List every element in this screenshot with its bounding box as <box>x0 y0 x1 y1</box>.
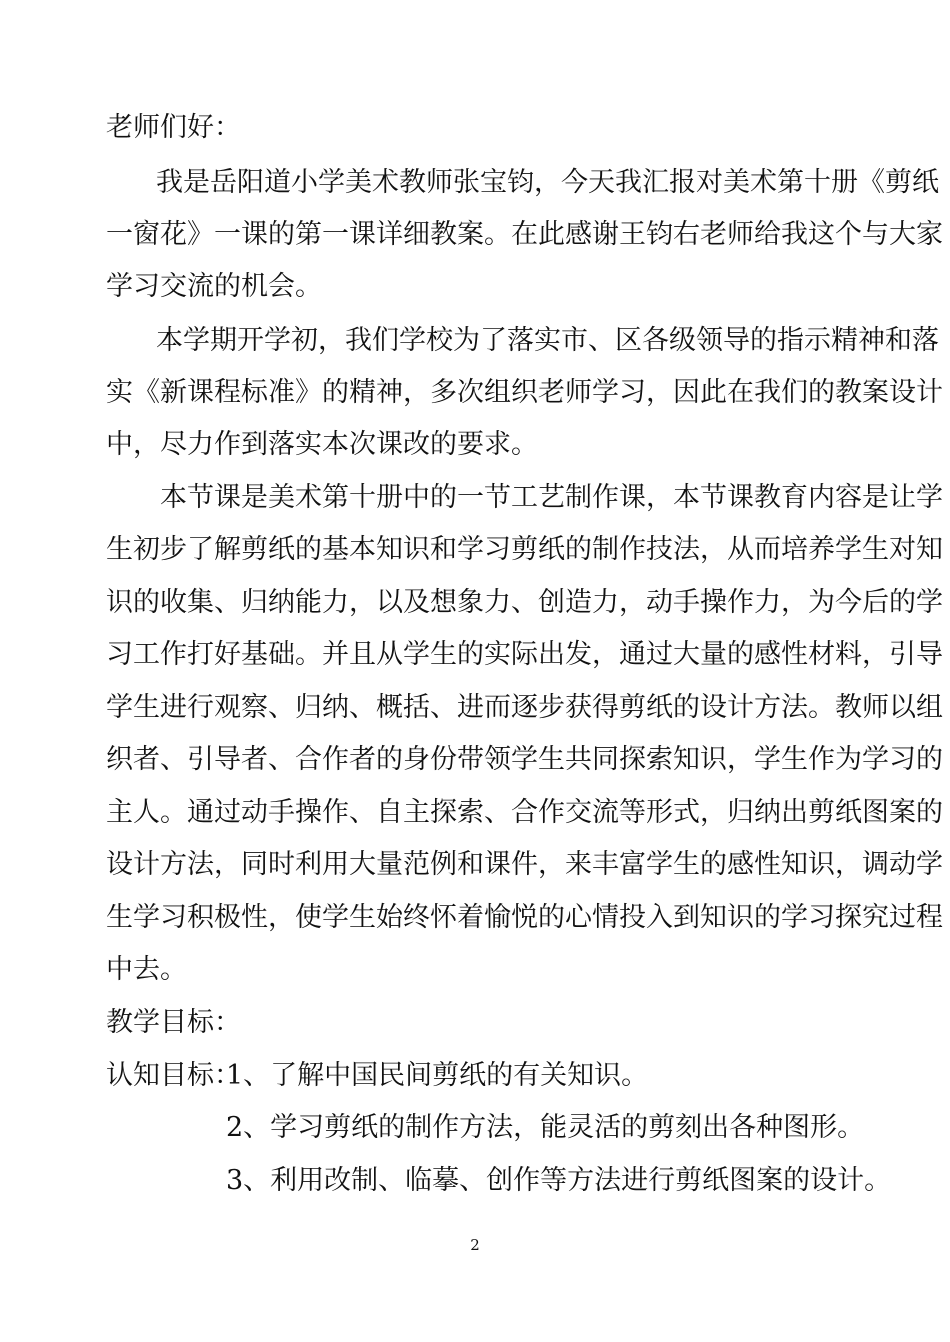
paragraph-2-line-1: 本学期开学初，我们学校为了落实市、区各级领导的指示精神和落 <box>156 325 939 356</box>
paragraph-1-line-3: 学习交流的机会。 <box>106 271 322 302</box>
greeting: 老师们好： <box>106 112 241 143</box>
goals-heading: 教学目标： <box>106 1007 241 1038</box>
paragraph-3-line-5: 学生进行观察、归纳、概括、进而逐步获得剪纸的设计方法。教师以组 <box>106 692 943 723</box>
paragraph-3-line-2: 生初步了解剪纸的基本知识和学习剪纸的制作技法，从而培养学生对知 <box>106 534 943 565</box>
paragraph-2-line-2: 实《新课程标准》的精神，多次组织老师学习，因此在我们的教案设计 <box>106 377 943 408</box>
paragraph-3-line-4: 习工作打好基础。并且从学生的实际出发，通过大量的感性材料，引导 <box>106 639 943 670</box>
paragraph-3-line-10: 中去。 <box>106 954 187 985</box>
paragraph-3-line-3: 识的收集、归纳能力，以及想象力、创造力，动手操作力，为今后的学 <box>106 587 943 618</box>
paragraph-3-line-7: 主人。通过动手操作、自主探索、合作交流等形式，归纳出剪纸图案的 <box>106 797 943 828</box>
paragraph-1-line-1: 我是岳阳道小学美术教师张宝钧，今天我汇报对美术第十册《剪纸 <box>156 167 939 198</box>
paragraph-3-line-8: 设计方法，同时利用大量范例和课件，来丰富学生的感性知识，调动学 <box>106 849 943 880</box>
page-number: 2 <box>470 1236 480 1254</box>
paragraph-3-line-1: 本节课是美术第十册中的一节工艺制作课，本节课教育内容是让学 <box>160 482 943 513</box>
cognitive-item-3: 3、利用改制、临摹、创作等方法进行剪纸图案的设计。 <box>226 1165 892 1196</box>
cognitive-item-2: 2、学习剪纸的制作方法，能灵活的剪刻出各种图形。 <box>226 1112 865 1143</box>
paragraph-2-line-3: 中，尽力作到落实本次课改的要求。 <box>106 429 538 460</box>
cognitive-label: 认知目标： <box>106 1060 241 1091</box>
paragraph-1-line-2: 一窗花》一课的第一课详细教案。在此感谢王钧右老师给我这个与大家 <box>106 219 943 250</box>
cognitive-item-1: 1、了解中国民间剪纸的有关知识。 <box>226 1060 649 1091</box>
paragraph-3-line-6: 织者、引导者、合作者的身份带领学生共同探索知识，学生作为学习的 <box>106 744 943 775</box>
paragraph-3-line-9: 生学习积极性，使学生始终怀着愉悦的心情投入到知识的学习探究过程 <box>106 902 943 933</box>
